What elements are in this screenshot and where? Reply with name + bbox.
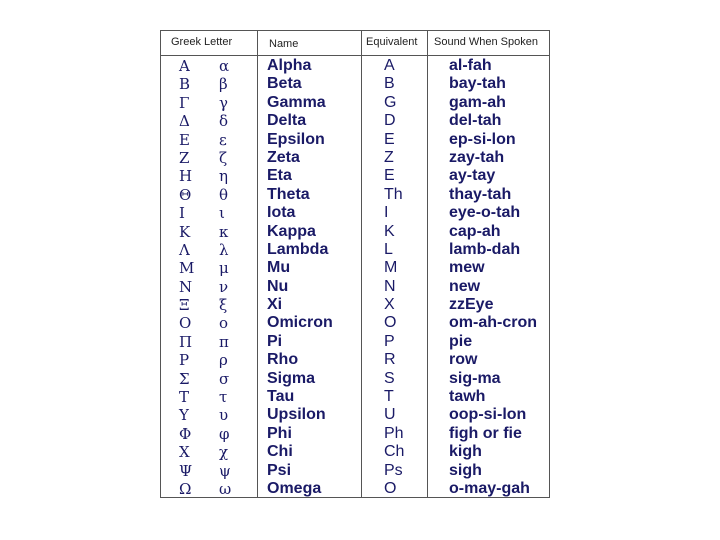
letter-name: Omicron xyxy=(267,314,333,332)
table-row xyxy=(161,57,549,75)
english-equivalent: U xyxy=(384,406,396,424)
letter-name: Kappa xyxy=(267,222,316,240)
english-equivalent: Ps xyxy=(384,461,403,479)
english-equivalent: I xyxy=(384,204,389,222)
pronunciation: del-tah xyxy=(449,112,502,130)
table-row xyxy=(161,296,549,314)
header-greek-letter: Greek Letter xyxy=(171,36,233,48)
uppercase-letter: Τ xyxy=(179,388,190,407)
table-row xyxy=(161,167,549,185)
pronunciation: figh or fie xyxy=(449,424,522,442)
pronunciation: row xyxy=(449,351,478,369)
english-equivalent: N xyxy=(384,277,396,295)
pronunciation: al-fah xyxy=(449,57,492,74)
uppercase-letter: Ι xyxy=(179,204,185,223)
uppercase-letter: Δ xyxy=(179,112,190,131)
english-equivalent: G xyxy=(384,93,397,111)
lowercase-letter: ξ xyxy=(219,296,228,315)
table-row xyxy=(161,388,549,406)
letter-name: Omega xyxy=(267,479,322,497)
lowercase-letter: ζ xyxy=(219,148,228,167)
english-equivalent: E xyxy=(384,130,395,148)
uppercase-letter: Λ xyxy=(179,240,190,259)
english-equivalent: A xyxy=(384,57,395,74)
english-equivalent: P xyxy=(384,332,395,350)
table-row xyxy=(161,370,549,388)
letter-name: Mu xyxy=(267,259,291,277)
uppercase-letter: Ψ xyxy=(179,461,193,480)
table-row xyxy=(161,149,549,167)
table-row xyxy=(161,131,549,149)
uppercase-letter: Π xyxy=(179,332,193,351)
lowercase-letter: υ xyxy=(219,406,229,425)
uppercase-letter: Ε xyxy=(179,130,190,149)
pronunciation: mew xyxy=(449,259,485,277)
english-equivalent: L xyxy=(384,240,393,258)
letter-name: Psi xyxy=(267,461,292,479)
uppercase-letter: Χ xyxy=(179,443,190,462)
english-equivalent: T xyxy=(384,388,394,406)
pronunciation: om-ah-cron xyxy=(449,314,537,332)
table-row xyxy=(161,278,549,296)
table-row xyxy=(161,204,549,222)
english-equivalent: S xyxy=(384,369,395,387)
table-row xyxy=(161,406,549,424)
table-row xyxy=(161,259,549,277)
english-equivalent: Z xyxy=(384,148,394,166)
pronunciation: kigh xyxy=(449,443,482,461)
table-row xyxy=(161,112,549,130)
pronunciation: tawh xyxy=(449,388,486,406)
uppercase-letter: Κ xyxy=(179,222,191,241)
uppercase-letter: Ω xyxy=(179,479,192,498)
lowercase-letter: α xyxy=(219,57,230,75)
table-row xyxy=(161,94,549,112)
letter-name: Beta xyxy=(267,75,302,93)
table-row xyxy=(161,186,549,204)
table-row xyxy=(161,425,549,443)
pronunciation: ep-si-lon xyxy=(449,130,516,148)
table-row xyxy=(161,443,549,461)
table-body xyxy=(161,57,549,498)
letter-name: Delta xyxy=(267,112,307,130)
header-equivalent: Equivalent xyxy=(366,36,418,48)
pronunciation: cap-ah xyxy=(449,222,501,240)
english-equivalent: Ch xyxy=(384,443,405,461)
uppercase-letter: Β xyxy=(179,75,191,94)
uppercase-letter: Ζ xyxy=(179,148,190,167)
lowercase-letter: λ xyxy=(219,240,229,259)
uppercase-letter: Η xyxy=(179,167,193,186)
greek-alphabet-table xyxy=(160,30,550,498)
letter-name: Xi xyxy=(267,296,283,314)
lowercase-letter: γ xyxy=(219,93,228,112)
table-row xyxy=(161,223,549,241)
uppercase-letter: Θ xyxy=(179,185,192,204)
pronunciation: bay-tah xyxy=(449,75,506,93)
table-row xyxy=(161,333,549,351)
uppercase-letter: Μ xyxy=(179,259,195,278)
letter-name: Iota xyxy=(267,204,296,222)
header-divider xyxy=(161,55,549,56)
english-equivalent: K xyxy=(384,222,395,240)
table-row xyxy=(161,462,549,480)
lowercase-letter: ο xyxy=(219,314,229,333)
letter-name: Upsilon xyxy=(267,406,326,424)
table-row xyxy=(161,75,549,93)
english-equivalent: B xyxy=(384,75,395,93)
letter-name: Theta xyxy=(267,185,310,203)
letter-name: Rho xyxy=(267,351,299,369)
letter-name: Sigma xyxy=(267,369,316,387)
pronunciation: oop-si-lon xyxy=(449,406,527,424)
pronunciation: ay-tay xyxy=(449,167,496,185)
header-name: Name xyxy=(269,38,299,50)
lowercase-letter: τ xyxy=(219,388,228,407)
lowercase-letter: ε xyxy=(219,130,227,149)
pronunciation: sig-ma xyxy=(449,369,501,387)
table-row xyxy=(161,314,549,332)
lowercase-letter: ψ xyxy=(219,461,231,480)
english-equivalent: R xyxy=(384,351,396,369)
letter-name: Nu xyxy=(267,277,289,295)
lowercase-letter: θ xyxy=(219,185,229,204)
letter-name: Gamma xyxy=(267,93,326,111)
english-equivalent: E xyxy=(384,167,395,185)
english-equivalent: X xyxy=(384,296,395,314)
uppercase-letter: Ν xyxy=(179,277,193,296)
letter-name: Chi xyxy=(267,443,293,461)
pronunciation: zzEye xyxy=(449,296,494,314)
lowercase-letter: ν xyxy=(219,277,229,296)
english-equivalent: M xyxy=(384,259,398,277)
english-equivalent: D xyxy=(384,112,396,130)
lowercase-letter: π xyxy=(219,332,229,351)
pronunciation: eye-o-tah xyxy=(449,204,521,222)
pronunciation: sigh xyxy=(449,461,482,479)
uppercase-letter: Ξ xyxy=(179,296,190,315)
lowercase-letter: δ xyxy=(219,112,229,131)
lowercase-letter: φ xyxy=(219,424,230,443)
lowercase-letter: σ xyxy=(219,369,230,388)
lowercase-letter: ρ xyxy=(219,351,228,370)
uppercase-letter: Φ xyxy=(179,424,192,443)
english-equivalent: Ph xyxy=(384,424,404,442)
uppercase-letter: Σ xyxy=(179,369,190,388)
uppercase-letter: Γ xyxy=(179,93,190,112)
pronunciation: new xyxy=(449,277,481,295)
pronunciation: pie xyxy=(449,332,473,350)
header-sound: Sound When Spoken xyxy=(434,36,538,48)
lowercase-letter: ι xyxy=(219,204,225,223)
letter-name: Phi xyxy=(267,424,292,442)
pronunciation: zay-tah xyxy=(449,148,505,166)
english-equivalent: O xyxy=(384,479,397,497)
uppercase-letter: Ρ xyxy=(179,351,190,370)
lowercase-letter: μ xyxy=(219,259,229,278)
lowercase-letter: ω xyxy=(219,479,232,498)
table-row xyxy=(161,351,549,369)
english-equivalent: Th xyxy=(384,185,403,203)
uppercase-letter: Α xyxy=(179,57,190,75)
pronunciation: lamb-dah xyxy=(449,240,521,258)
pronunciation: o-may-gah xyxy=(449,479,530,497)
table-row xyxy=(161,241,549,259)
letter-name: Eta xyxy=(267,167,292,185)
letter-name: Alpha xyxy=(267,57,312,74)
letter-name: Pi xyxy=(267,332,283,350)
table-row xyxy=(161,480,549,498)
lowercase-letter: κ xyxy=(219,222,229,241)
english-equivalent: O xyxy=(384,314,397,332)
lowercase-letter: η xyxy=(219,167,228,186)
pronunciation: gam-ah xyxy=(449,93,506,111)
uppercase-letter: Ο xyxy=(179,314,192,333)
lowercase-letter: χ xyxy=(219,443,229,462)
lowercase-letter: β xyxy=(219,75,228,94)
letter-name: Tau xyxy=(267,388,295,406)
letter-name: Epsilon xyxy=(267,130,325,148)
letter-name: Zeta xyxy=(267,148,300,166)
pronunciation: thay-tah xyxy=(449,185,512,203)
letter-name: Lambda xyxy=(267,240,329,258)
uppercase-letter: Υ xyxy=(179,406,189,425)
